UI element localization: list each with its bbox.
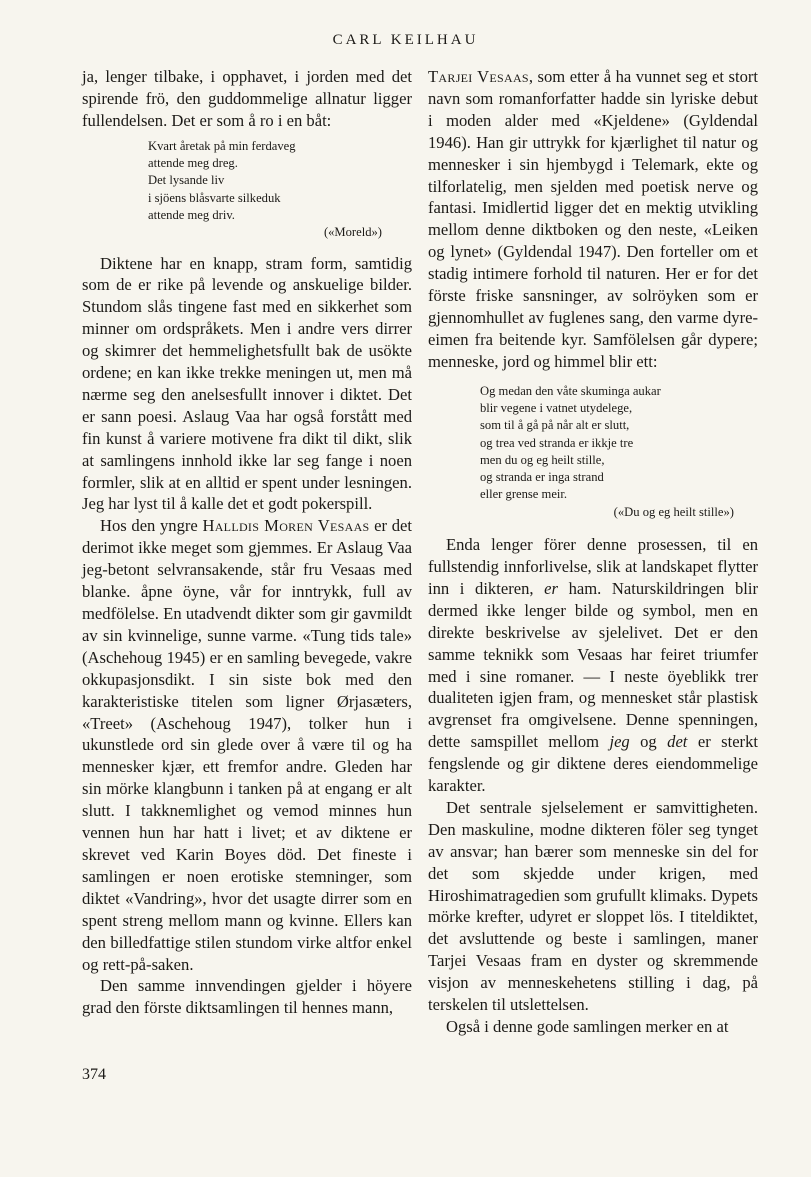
poem-line: og trea ved stranda er ikkje tre (480, 435, 634, 450)
emphasis: er (544, 578, 558, 598)
paragraph: Den samme innvendingen gjelder i höyere grad den förste diktsamlingen til hennes mann, (82, 976, 412, 1018)
paragraph-text: ham. Naturskildringen blir dermed ikke lenger bilde og symbol, men en direkte beskrivelse av sjelelivet. Det er den samme teknikk som Vesaas har feiret triumfer med i sine romaner. — I neste öyeblikk trer dualiteten igjen fram, og mennesket står plastisk avgrenset fra omgivelsene. Denne spenningen, dette samspillet mellom (428, 578, 759, 752)
poem-line: og stranda er inga strand (480, 470, 604, 485)
right-column (428, 66, 758, 1038)
poem-line: som til å gå på når alt er slutt, (480, 418, 630, 433)
paragraph-text: er det derimot ikke meget som gjemmes. Er Aslaug Vaa jeg-betont selvransakende, står fru Vesaas med blanke. åpne öyne, vår for inntrykk, full av medfölelse. En utadvendt dikter som gir gavmildt av sin kvinnelige, sunne varme. «Tung tids tale» (Aschehoug 1945) er en samling bevegede, vakre okkupasjonsdikt. I sin siste bok med den karakteristiske titelen som ligner Ørjasæters, «Treet» (Aschehoug 1947), tolker hun i ukunstlede ord sin glede over å være til og ha mennesker kjær, ett fremfor andre. Gleden har sin mörke klangbunn i tanken på at engang er alt slutt. I takknemlighet og vemod minnes hun vennen hun har hatt i livet; et av diktene er skrevet ved Karin Boyes död. Det fineste i samlingen er noen erotiske stemninger, som diktet «Vandring», hvor det usagte dirrer som en spent streng mellom mann og kvinne. Ellers kan den billedfattige stilen stundom virke altfor enkel og rett-på-saken. (82, 516, 412, 974)
page-number: 374 (82, 1066, 106, 1083)
paragraph-text: Enda lenger förer denne prosessen, til en fullstendig innforlivelse, slik at landskapet flytter inn i dikteren, (428, 535, 758, 598)
poem-line: Og medan den våte skuminga aukar (480, 383, 661, 398)
poem-line: Det lysande liv (148, 173, 225, 188)
paragraph-text: Hos den yngre (100, 516, 203, 536)
poem-line: i sjöens blåsvarte silkeduk (148, 190, 281, 205)
poem-line: eller grense meir. (480, 487, 568, 502)
paragraph: Diktene har en knapp, stram form, samtidig som de er rike på levende og anskuelige bilder. Stundom slås tingene fast med en sikkerhet som minner om ordspråkets. Men i andre vers dirrer og skimrer det hemmelighetsfullt bak de usökte ordene; en kan ikke trekke meningen ut, men må nærme seg den anelsesfullt innover i diktet. Det er sann poesi. Aslaug Vaa har også forstått med fin kunst å variere motivene fra dikt til dikt, slik at samlingens innhold ikke lar seg fange i noen formler, slik at en alltid er spent under lesningen. Jeg har lyst til å kalle det et godt pokerspill. (82, 253, 412, 514)
poem-quote (428, 383, 758, 521)
emphasis: jeg (609, 732, 630, 752)
poem-line: attende meg dreg. (148, 156, 238, 171)
paragraph: ja, lenger tilbake, i opphavet, i jorden med det spirende frö, den guddommelige allnatur ligger fullendelsen. Det er som å ro i en båt: (82, 67, 412, 130)
paragraph (428, 534, 758, 797)
paragraph-text: er sterkt fengslende og gir diktene deres eiendommelige karakter. (428, 732, 758, 796)
author-name: Halldis Moren Vesaas (202, 516, 370, 536)
poem-source: («Du og eg heilt stille») (613, 504, 734, 519)
paragraph (428, 66, 758, 373)
poem-line: blir vegene i vatnet utydelege, (480, 400, 633, 415)
left-column (82, 66, 412, 1019)
emphasis: det (667, 732, 688, 752)
author-name: Tarjei Vesaas (428, 67, 529, 86)
paragraph (82, 515, 412, 975)
poem-quote (82, 138, 412, 242)
poem-line: men du og eg heilt stille, (480, 452, 605, 467)
running-header: CARL KEILHAU (332, 32, 479, 48)
poem-source: («Moreld») (323, 225, 382, 240)
paragraph: Også i denne gode samlingen merker en at (446, 1017, 729, 1036)
poem-line: attende meg driv. (148, 207, 235, 222)
paragraph-text: , som etter å ha vunnet seg et stort navn som romanforfatter hadde sin lyriske debut i moden alder med «Kjeldene» (Gyldendal 1946). Han gir uttrykk for kjærlighet til natur og mennesker i sin hjembygd i Telemark, ekte og tilforlatelig, men sjelden med poetisk nerve og fantasi. Imidlertid ligger det en mektig utvikling mellom denne diktboken og den neste, «Leiken og lynet» (Gyldendal 1947). Den forteller om et stadig intimere forhold til naturen. Her er for det förste friske sansninger, av solröyken som er gjennomhullet av fuglenes sang, den varme dyre-eimen fra beitende kyr. Samfölelsen går dypere; menneske, jord og himmel blir ett: (428, 67, 758, 371)
paragraph: Det sentrale sjelselement er samvittigheten. Den maskuline, modne dikteren föler seg tynget av ansvar; han bærer som menneske sin del for det som skjedde under krigen, med Hiroshimatragedien som grufullt klimaks. Dypets mörke krefter, udyret er sloppet lös. I titeldiktet, det avsluttende og beste i samlingen, maner Tarjei Vesaas fram en dyster og skremmende visjon av menneskehetens stilling i dag, på terskelen til utslettelsen. (428, 797, 758, 1015)
poem-line: Kvart åretak på min ferdaveg (148, 138, 296, 153)
paragraph-text: og (629, 732, 668, 752)
